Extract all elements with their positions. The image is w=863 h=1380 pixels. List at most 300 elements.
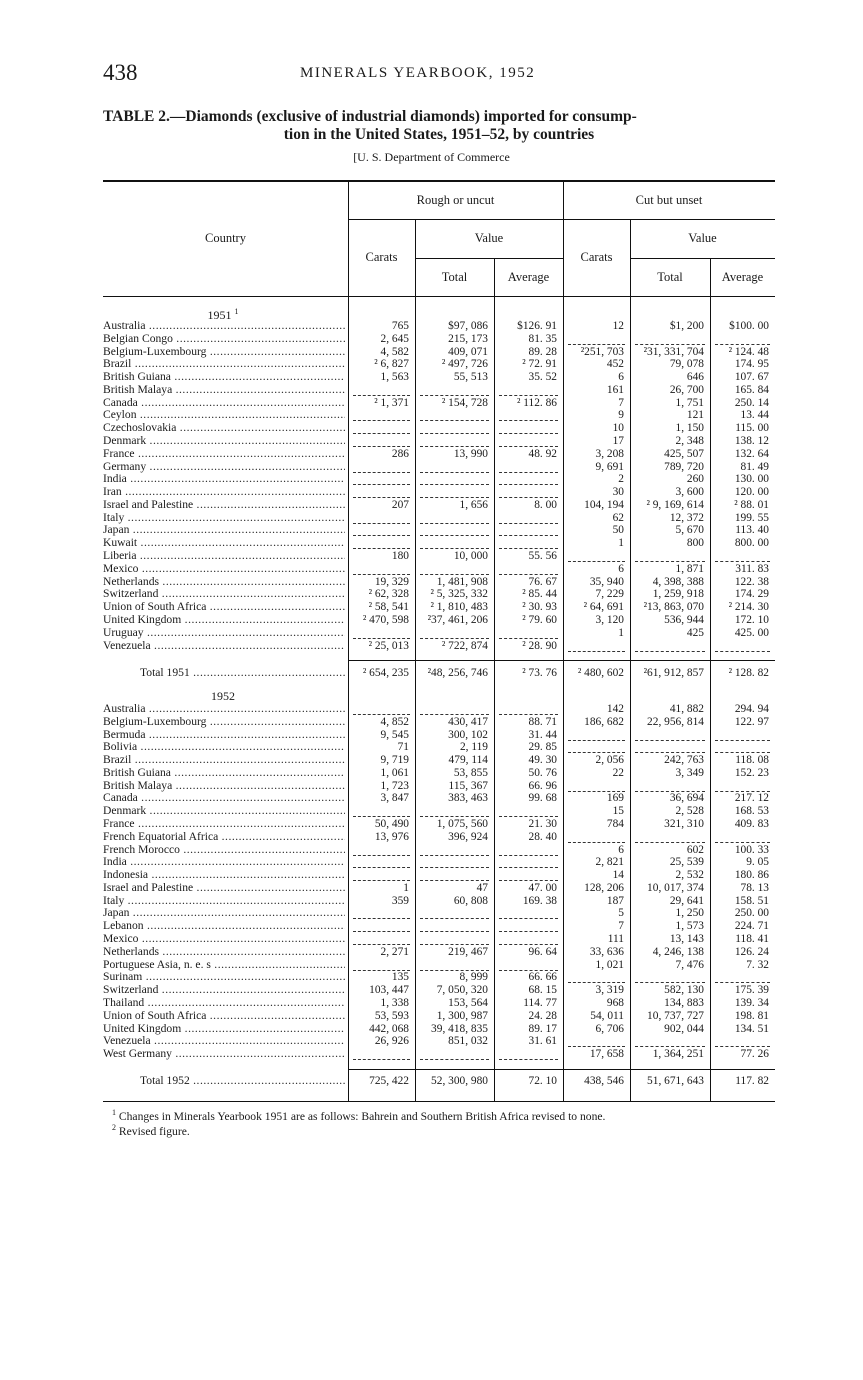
country-name: France .....: [103, 818, 345, 831]
total-1951-rule: [348, 660, 775, 661]
cell-rt: 52, 300, 980: [431, 1075, 488, 1087]
empty-cell-leader: [420, 420, 489, 421]
cell-rc: ² 1, 371: [374, 396, 409, 409]
cell-cc: 15: [612, 805, 624, 818]
cell-rc: 207: [391, 498, 409, 511]
cell-ra: 31. 44: [528, 728, 557, 741]
cell-ct: $1, 200: [669, 320, 704, 332]
country-name: West Germany .....: [103, 1048, 345, 1061]
header-rule: [415, 258, 563, 259]
cell-rt: 153, 564: [448, 996, 488, 1009]
cell-cc: 3, 319: [595, 984, 624, 997]
cell-ra: 28. 40: [528, 830, 557, 843]
cell-ct: 2, 348: [675, 435, 704, 448]
cell-ra: 88. 71: [528, 715, 557, 728]
country-name: Australia .....: [103, 320, 345, 333]
cell-rt: 2, 119: [459, 741, 488, 754]
cell-ca: 198. 81: [734, 1009, 769, 1022]
header-cut-total: Total: [657, 270, 683, 284]
country-name: Denmark .....: [103, 805, 345, 818]
country-name: Liberia .....: [103, 550, 345, 563]
cell-cc: 17: [612, 435, 624, 448]
cell-rc: ² 58, 541: [368, 601, 409, 614]
country-name: Union of South Africa .....: [103, 601, 345, 614]
cell-cc: 2: [618, 473, 624, 486]
cell-ca: 115. 00: [735, 422, 769, 435]
header-bottom-rule: [103, 296, 775, 297]
cell-ct: 1, 573: [675, 920, 704, 933]
cell-rc: 1, 061: [380, 766, 409, 779]
cell-rt: 409, 071: [448, 345, 488, 358]
country-name: British Guiana .....: [103, 767, 345, 780]
cell-rt: ² 1, 810, 483: [430, 601, 488, 614]
country-name: Portuguese Asia, n. e. s .....: [103, 959, 345, 972]
country-name: Venezuela .....: [103, 1035, 345, 1048]
footnote-mark: 2: [112, 1123, 116, 1132]
cell-ct: 260: [686, 473, 704, 486]
cell-ca: 409. 83: [734, 818, 769, 831]
country-name: Thailand .....: [103, 997, 345, 1010]
country-name: Brazil .....: [103, 358, 345, 371]
cell-cc: ² 480, 602: [577, 667, 624, 679]
cell-rt: 1, 075, 560: [436, 818, 488, 831]
country-name: Surinam .....: [103, 971, 345, 984]
cell-rt: 219, 467: [448, 945, 488, 958]
cell-ct: 242, 763: [664, 754, 704, 767]
cell-ca: 100. 33: [734, 843, 769, 856]
header-rough-average: Average: [507, 270, 550, 284]
cell-ca: 217. 12: [734, 792, 769, 805]
table-title-line-1: TABLE 2.—Diamonds (exclusive of industrial diamonds) imported for consump-: [103, 108, 637, 125]
cell-cc: 7: [618, 920, 624, 933]
cell-ca: 126. 24: [734, 945, 769, 958]
header-country: Country: [205, 231, 246, 245]
cell-ca: 120. 00: [734, 486, 769, 499]
cell-ca: 311. 83: [735, 562, 769, 575]
cell-ca: 175. 39: [734, 984, 769, 997]
empty-cell-leader: [353, 433, 410, 434]
cell-ca: 168. 53: [734, 805, 769, 818]
cell-ra: 99. 68: [528, 792, 557, 805]
empty-cell-leader: [420, 1059, 489, 1060]
header-cut-value: Value: [688, 231, 717, 245]
cell-ct: 25, 539: [669, 856, 704, 869]
cell-rc: 4, 582: [380, 345, 409, 358]
cell-cc: ² 64, 691: [583, 601, 624, 614]
empty-cell-leader: [420, 931, 489, 932]
header-rough-value: Value: [474, 231, 504, 245]
empty-cell-leader: [499, 855, 558, 856]
empty-cell-leader: [420, 484, 489, 485]
cell-rc: 1: [403, 881, 409, 894]
cell-rt: 8, 999: [459, 971, 488, 984]
cell-ra: 81. 35: [528, 332, 557, 345]
cell-cc: 33, 636: [589, 945, 624, 958]
cell-ct: 5, 670: [675, 524, 704, 537]
cell-ra: 8. 00: [534, 498, 557, 511]
cell-ra: 31. 61: [528, 1035, 557, 1048]
page-number: 438: [103, 60, 138, 85]
empty-cell-leader: [499, 420, 558, 421]
cell-cc: 128, 206: [584, 881, 624, 894]
country-name: British Malaya .....: [103, 780, 345, 793]
country-name: Netherlands .....: [103, 946, 345, 959]
cell-ct: 3, 349: [675, 766, 704, 779]
cell-ra: 76. 67: [528, 575, 557, 588]
cell-ct: 646: [686, 371, 704, 384]
cell-ct: 26, 700: [669, 383, 704, 396]
empty-cell-leader: [420, 855, 489, 856]
empty-cell-leader: [499, 433, 558, 434]
cell-ca: 139. 34: [734, 996, 769, 1009]
header-cut-average: Average: [721, 270, 764, 284]
country-name: Lebanon .....: [103, 920, 345, 933]
cell-ra: $126. 91: [517, 320, 557, 332]
cell-rt: 7, 050, 320: [436, 984, 488, 997]
cell-rt: 1, 656: [459, 498, 488, 511]
cell-ct: ²31, 331, 704: [643, 345, 704, 358]
cell-ct: ²13, 863, 070: [643, 601, 704, 614]
cell-ca: 165. 84: [734, 383, 769, 396]
cell-rc: 765: [391, 320, 409, 332]
cell-rc: 1, 723: [380, 779, 409, 792]
cell-ca: 107. 67: [734, 371, 769, 384]
cell-rc: ² 25, 013: [368, 639, 409, 652]
cell-ct: 902, 044: [664, 1022, 704, 1035]
cell-rt: 1, 481, 908: [436, 575, 488, 588]
cell-ct: 134, 883: [664, 996, 704, 1009]
running-head: MINERALS YEARBOOK, 1952: [300, 65, 536, 81]
cell-rt: 383, 463: [448, 792, 488, 805]
cell-rt: ² 722, 874: [441, 639, 488, 652]
footnote-text: Changes in Minerals Yearbook 1951 are as follows: Bahrein and Southern British Africa revised to none.: [118, 1109, 606, 1123]
cell-rt: ² 5, 325, 332: [430, 588, 488, 601]
cell-ra: 169. 38: [522, 894, 557, 907]
cell-rc: 135: [391, 971, 409, 984]
cell-rt: ²48, 256, 746: [427, 667, 488, 679]
cell-cc: 17, 658: [589, 1048, 624, 1061]
country-name: French Equatorial Africa .....: [103, 831, 345, 844]
cell-ra: 72. 10: [528, 1075, 557, 1087]
cell-ca: 122. 97: [734, 715, 769, 728]
cell-cc: 3, 208: [595, 447, 624, 460]
cell-rc: 50, 490: [374, 818, 409, 831]
cell-ra: 66. 96: [528, 779, 557, 792]
total-label: Total 1952 .....: [140, 1075, 345, 1088]
cell-cc: 7: [618, 396, 624, 409]
empty-cell-leader: [353, 931, 410, 932]
cell-ct: 121: [686, 409, 704, 422]
table-title-line-2: tion in the United States, 1951–52, by countries: [283, 126, 595, 143]
country-name: France .....: [103, 448, 345, 461]
cell-ra: 49. 30: [528, 754, 557, 767]
country-name: Venezuela .....: [103, 640, 345, 653]
cell-rt: 396, 924: [448, 830, 488, 843]
cell-ca: 294. 94: [734, 703, 769, 715]
cell-ct: 2, 532: [675, 869, 704, 882]
country-name: Switzerland .....: [103, 588, 345, 601]
cell-cc: 968: [606, 996, 624, 1009]
empty-cell-leader: [420, 523, 489, 524]
cell-ra: 89. 17: [528, 1022, 557, 1035]
country-name: Union of South Africa .....: [103, 1010, 345, 1023]
cell-ra: ² 85. 44: [522, 588, 557, 601]
empty-cell-leader: [420, 918, 489, 919]
cell-rc: ² 654, 235: [362, 667, 409, 679]
cell-rc: 180: [391, 550, 409, 563]
cell-ca: 77. 26: [740, 1048, 769, 1061]
cell-ct: 1, 250: [675, 907, 704, 920]
cell-rc: 1, 338: [380, 996, 409, 1009]
footnote-marker: 1: [234, 307, 239, 316]
cell-rc: 725, 422: [369, 1075, 409, 1087]
cell-rc: 53, 593: [374, 1009, 409, 1022]
empty-cell-leader: [715, 740, 770, 741]
cell-cc: 35, 940: [589, 575, 624, 588]
empty-cell-leader: [499, 535, 558, 536]
cell-ct: 1, 364, 251: [652, 1048, 704, 1061]
country-name: Kuwait .....: [103, 537, 345, 550]
cell-cc: 6: [618, 843, 624, 856]
cell-ct: 12, 372: [669, 511, 704, 524]
cell-rc: 3, 847: [380, 792, 409, 805]
empty-cell-leader: [420, 867, 489, 868]
cell-cc: 161: [606, 383, 624, 396]
cell-cc: 9: [618, 409, 624, 422]
country-name: Bolivia .....: [103, 741, 345, 754]
cell-ra: ² 72. 91: [522, 358, 557, 371]
country-name: British Malaya .....: [103, 384, 345, 397]
cell-rt: 10, 000: [453, 550, 488, 563]
cell-ca: 78. 13: [740, 881, 769, 894]
cell-rc: ² 62, 328: [368, 588, 409, 601]
empty-cell-leader: [715, 651, 770, 652]
cell-ca: 118. 41: [735, 933, 769, 946]
country-name: India .....: [103, 856, 345, 869]
country-name: Japan .....: [103, 907, 345, 920]
cell-ct: 1, 751: [675, 396, 704, 409]
country-name: Australia .....: [103, 703, 345, 716]
country-name: Brazil .....: [103, 754, 345, 767]
cell-ca: 199. 55: [734, 511, 769, 524]
cell-ct: 36, 694: [669, 792, 704, 805]
header-rough-carats: Carats: [365, 250, 398, 264]
cell-ra: ² 73. 76: [522, 667, 557, 679]
cell-cc: 5: [618, 907, 624, 920]
cell-cc: 7, 229: [595, 588, 624, 601]
cell-ct: 29, 641: [669, 894, 704, 907]
country-name: French Morocco .....: [103, 844, 345, 857]
total-label: Total 1951 .....: [140, 667, 345, 680]
cell-ra: 89. 28: [528, 345, 557, 358]
cell-cc: 3, 120: [595, 613, 624, 626]
cell-ct: 10, 737, 727: [647, 1009, 704, 1022]
header-rough-or-uncut: Rough or uncut: [416, 193, 495, 207]
cell-rt: 13, 990: [453, 447, 488, 460]
empty-cell-leader: [353, 855, 410, 856]
cell-rc: 2, 645: [380, 332, 409, 345]
country-name: Israel and Palestine .....: [103, 882, 345, 895]
cell-rt: 1, 300, 987: [436, 1009, 488, 1022]
country-name: British Guiana .....: [103, 371, 345, 384]
header-cut-but-unset: Cut but unset: [635, 193, 703, 207]
section-year: 1951: [207, 308, 232, 322]
country-name: United Kingdom .....: [103, 1023, 345, 1036]
cell-ct: 22, 956, 814: [647, 715, 704, 728]
cell-ct: 7, 476: [675, 958, 704, 971]
empty-cell-leader: [353, 523, 410, 524]
cell-rc: 103, 447: [369, 984, 409, 997]
cell-ct: 10, 017, 374: [647, 881, 704, 894]
cell-cc: 2, 056: [595, 754, 624, 767]
cell-ra: ² 28. 90: [522, 639, 557, 652]
country-name: India .....: [103, 473, 345, 486]
cell-ca: 180. 86: [734, 869, 769, 882]
cell-ct: 800: [686, 537, 704, 550]
cell-ct: 602: [686, 843, 704, 856]
cell-ct: 2, 528: [675, 805, 704, 818]
country-name: Italy .....: [103, 512, 345, 525]
empty-cell-leader: [568, 740, 625, 741]
cell-cc: 1: [618, 626, 624, 639]
empty-cell-leader: [420, 433, 489, 434]
cell-rc: ² 6, 827: [374, 358, 409, 371]
cell-ct: 536, 944: [664, 613, 704, 626]
country-name: Denmark .....: [103, 435, 345, 448]
cell-ct: 789, 720: [664, 460, 704, 473]
cell-ct: 3, 600: [675, 486, 704, 499]
cell-cc: 54, 011: [590, 1009, 624, 1022]
empty-cell-leader: [353, 472, 410, 473]
empty-cell-leader: [499, 1059, 558, 1060]
cell-cc: 104, 194: [584, 498, 624, 511]
empty-cell-leader: [499, 484, 558, 485]
cell-cc: 2, 821: [595, 856, 624, 869]
cell-cc: 142: [606, 703, 624, 715]
cell-ca: 9. 05: [746, 856, 769, 869]
cell-cc: 169: [606, 792, 624, 805]
cell-cc: 14: [612, 869, 624, 882]
cell-ra: 48. 92: [528, 447, 557, 460]
table-title: [103, 108, 775, 144]
empty-cell-leader: [499, 867, 558, 868]
cell-rc: 26, 926: [374, 1035, 409, 1048]
cell-ct: 582, 130: [664, 984, 704, 997]
cell-ct: 13, 143: [669, 933, 704, 946]
cell-ct: 4, 398, 388: [652, 575, 704, 588]
footnote-text: Revised figure.: [118, 1124, 190, 1138]
country-name: Indonesia .....: [103, 869, 345, 882]
cell-ca: 138. 12: [734, 435, 769, 448]
country-name: Italy .....: [103, 895, 345, 908]
cell-ca: ² 88. 01: [734, 498, 769, 511]
cell-ca: 132. 64: [734, 447, 769, 460]
empty-cell-leader: [499, 523, 558, 524]
cell-ra: 35. 52: [528, 371, 557, 384]
country-name: Netherlands .....: [103, 576, 345, 589]
cell-cc: 186, 682: [584, 715, 624, 728]
cell-rt: 851, 032: [448, 1035, 488, 1048]
cell-cc: 187: [606, 894, 624, 907]
cell-cc: 62: [612, 511, 624, 524]
cell-ct: ²61, 912, 857: [643, 667, 704, 679]
header-cut-carats: Carats: [580, 250, 613, 264]
empty-cell-leader: [353, 1059, 410, 1060]
cell-rc: 9, 719: [380, 754, 409, 767]
cell-ca: ² 128. 82: [728, 667, 769, 679]
cell-ra: 114. 77: [523, 996, 557, 1009]
cell-ca: 800. 00: [734, 537, 769, 550]
empty-cell-leader: [420, 535, 489, 536]
cell-rt: 47: [476, 881, 488, 894]
cell-ca: 117. 82: [735, 1075, 769, 1087]
empty-cell-leader: [353, 535, 410, 536]
header-rule: [348, 219, 563, 220]
empty-cell-leader: [353, 918, 410, 919]
cell-rt: ²37, 461, 206: [427, 613, 488, 626]
cell-rt: 430, 417: [448, 715, 488, 728]
empty-cell-leader: [635, 740, 705, 741]
country-name: Israel and Palestine .....: [103, 499, 345, 512]
cell-rt: 300, 102: [448, 728, 488, 741]
empty-cell-leader: [499, 472, 558, 473]
cell-ra: ² 79. 60: [522, 613, 557, 626]
cell-ct: 4, 246, 138: [652, 945, 704, 958]
cell-rt: 115, 367: [448, 779, 488, 792]
cell-ca: 118. 08: [735, 754, 769, 767]
cell-ra: ² 112. 86: [516, 396, 557, 409]
cell-rt: 55, 513: [453, 371, 488, 384]
cell-rc: 1, 563: [380, 371, 409, 384]
country-name: Belgian Congo .....: [103, 333, 345, 346]
empty-cell-leader: [499, 918, 558, 919]
cell-rc: 2, 271: [380, 945, 409, 958]
cell-ca: 134. 51: [734, 1022, 769, 1035]
cell-ca: 174. 29: [734, 588, 769, 601]
cell-ca: 174. 95: [734, 358, 769, 371]
cell-cc: 9, 691: [595, 460, 624, 473]
empty-cell-leader: [499, 931, 558, 932]
cell-cc: 1: [618, 537, 624, 550]
cell-ct: 425, 507: [664, 447, 704, 460]
country-name: Belgium-Luxembourg .....: [103, 716, 345, 729]
total-1952-rule: [348, 1069, 775, 1070]
source-note: [U. S. Department of Commerce: [353, 150, 510, 164]
cell-ca: 425. 00: [734, 626, 769, 639]
cell-rt: 39, 418, 835: [431, 1022, 488, 1035]
table-top-rule: [103, 180, 775, 182]
cell-rt: 60, 808: [453, 894, 488, 907]
cell-ca: ² 124. 48: [728, 345, 769, 358]
cell-cc: 111: [607, 933, 624, 946]
cell-ra: 29. 85: [528, 741, 557, 754]
country-name: Iran .....: [103, 486, 345, 499]
cell-rc: 19, 329: [374, 575, 409, 588]
section-label-1952: 1952: [211, 689, 235, 703]
header-rough-total: Total: [441, 270, 468, 284]
country-name: Mexico .....: [103, 933, 345, 946]
footnote-mark: 1: [112, 1108, 116, 1117]
country-name: Ceylon .....: [103, 409, 345, 422]
cell-rt: 215, 173: [448, 332, 488, 345]
cell-ct: 321, 310: [664, 818, 704, 831]
cell-ca: 250. 00: [734, 907, 769, 920]
empty-cell-leader: [420, 472, 489, 473]
cell-ct: 1, 259, 918: [652, 588, 704, 601]
cell-cc: 22: [612, 766, 624, 779]
country-name: Bermuda .....: [103, 729, 345, 742]
cell-ct: 1, 871: [675, 562, 704, 575]
